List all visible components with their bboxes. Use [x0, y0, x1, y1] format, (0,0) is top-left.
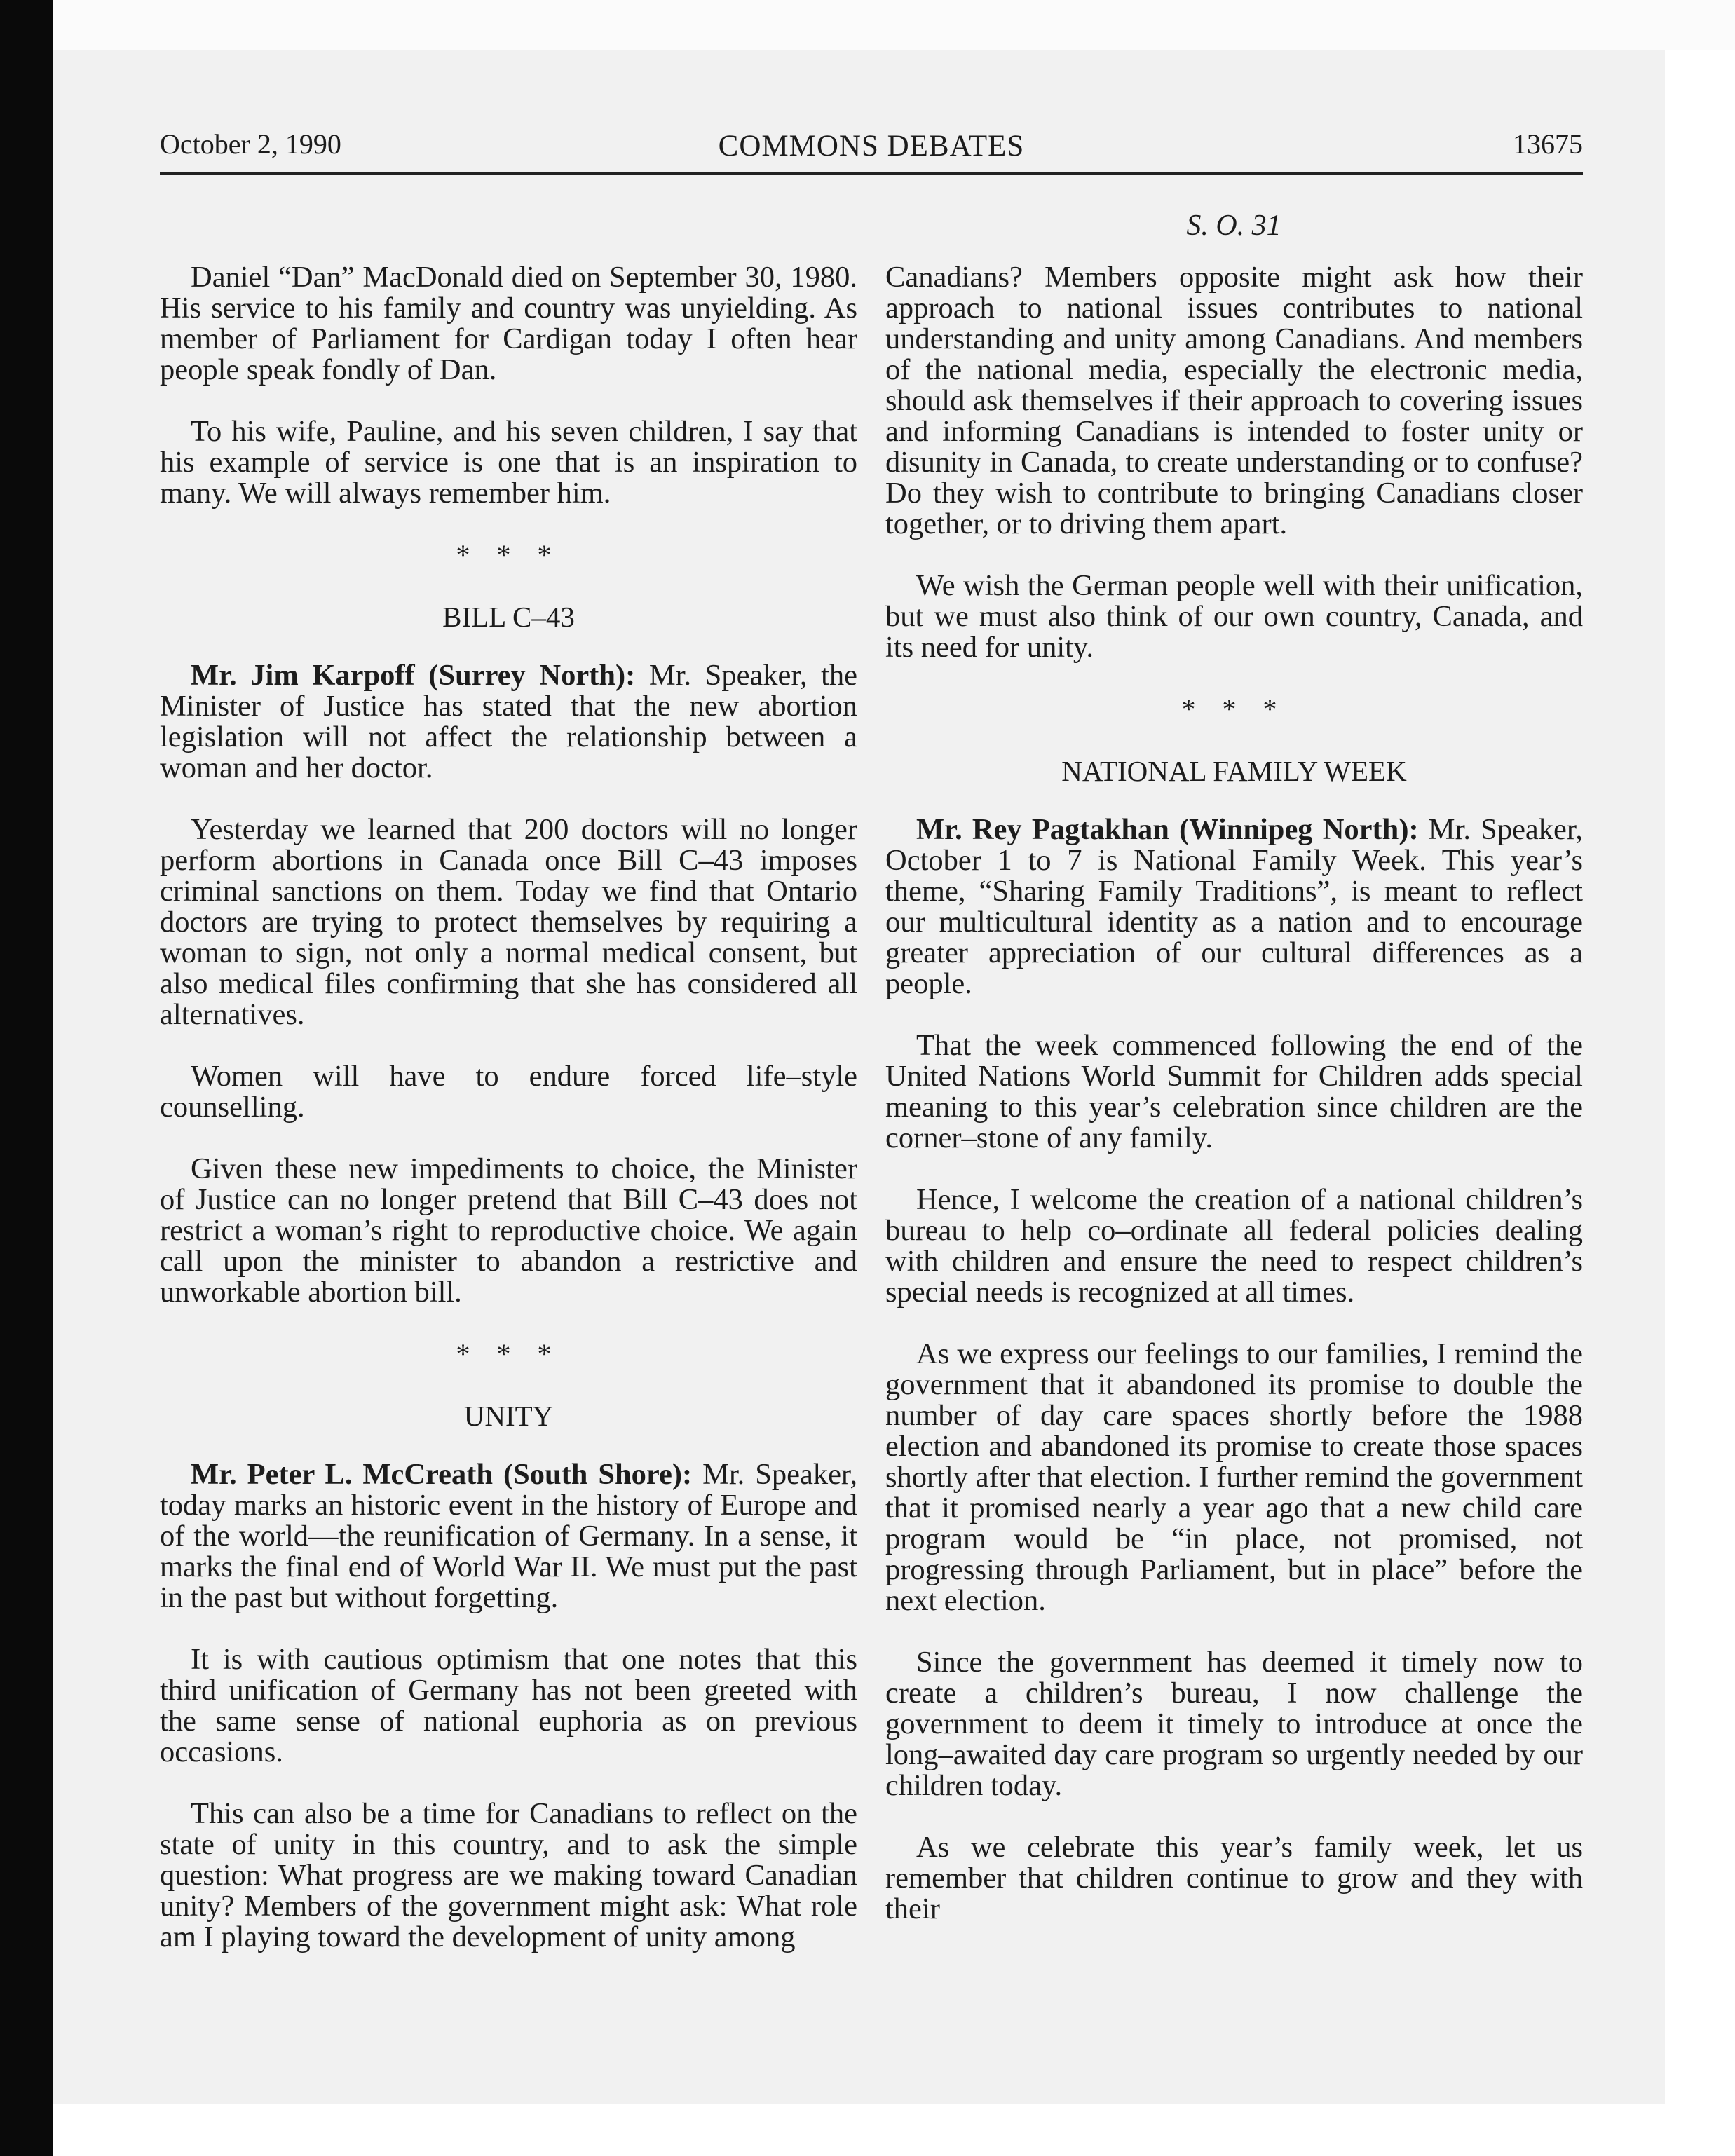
- speaker-name: Mr. Rey Pagtakhan (Winnipeg North):: [916, 813, 1419, 846]
- header-date: October 2, 1990: [160, 128, 341, 160]
- speech-paragraph: [160, 660, 857, 784]
- speech-text: Mr. Speaker, the Minister of Justice has stated that the new abortion legislation will not affect the relationship between a woman and her doctor.: [160, 659, 857, 784]
- paragraph: Since the government has deemed it timely now to create a children’s bureau, I now challenge the government to deem it timely to introduce at once the long–awaited day care program so urgently needed by our children today.: [885, 1646, 1583, 1802]
- paragraph: We wish the German people well with their unification, but we must also think of our own country, Canada, and its need for unity.: [885, 569, 1583, 664]
- speech-paragraph: [160, 1459, 857, 1613]
- left-column: [160, 262, 857, 1984]
- speech-text: Mr. Speaker, October 1 to 7 is National Family Week. This year’s theme, “Sharing Family Traditions”, is meant to reflect our multicultural identity as a nation and to encourage greater appreciation of our cultural differences as a people.: [885, 813, 1583, 1000]
- scan-top-margin: [53, 0, 1735, 50]
- paragraph: It is with cautious optimism that one notes that this third unification of Germany has not been greeted with the same sense of national euphoria as on previous occasions.: [160, 1643, 857, 1768]
- paragraph: Canadians? Members opposite might ask how their approach to national issues contributes to national understanding and unity among Canadians. And members of the national media, especially the electronic media, should ask themselves if their approach to covering issues and informing Canadians is intended to foster unity or disunity in Canada, to create understanding or to confuse? Do they wish to contribute to bringing Canadians closer together, or to driving them apart.: [885, 261, 1583, 540]
- paragraph: That the week commenced following the end of the United Nations World Summit for Children adds special meaning to this year’s celebration since children are the corner–stone of any family.: [885, 1029, 1583, 1154]
- section-label: S. O. 31: [1186, 210, 1281, 242]
- paragraph: Given these new impediments to choice, the Minister of Justice can no longer pretend that Bill C–43 does not restrict a woman’s right to reproductive choice. We again call upon the minister to abandon a restrictive and unworkable abortion bill.: [160, 1152, 857, 1309]
- running-header: [160, 125, 1583, 175]
- speaker-name: Mr. Peter L. McCreath (South Shore):: [191, 1458, 693, 1491]
- section-heading-bill: BILL C–43: [442, 601, 575, 633]
- header-title: COMMONS DEBATES: [718, 130, 1025, 163]
- scan-border: [0, 0, 53, 2156]
- paragraph: Hence, I welcome the creation of a national children’s bureau to help co–ordinate all federal policies dealing with children and ensure the need to respect children’s special needs is recognized at all times.: [885, 1183, 1583, 1309]
- section-separator: * * *: [456, 539, 562, 571]
- section-heading-unity: UNITY: [463, 1400, 554, 1432]
- paragraph: As we express our feelings to our families, I remind the government that it abandoned its promise to double the number of day care spaces shortly before the 1988 election and abandoned its promise to create those spaces shortly after that election. I further remind the government that it promised nearly a year ago that a new child care program would be “in place, not promised, not progressing through Parliament, but in place” before the next election.: [885, 1337, 1583, 1617]
- paragraph: As we celebrate this year’s family week, let us remember that children continue to grow and they with their: [885, 1831, 1583, 1925]
- section-separator: * * *: [456, 1338, 562, 1370]
- paragraph: To his wife, Pauline, and his seven children, I say that his example of service is one that is an inspiration to many. We will always remember him.: [160, 415, 857, 510]
- paragraph: This can also be a time for Canadians to reflect on the state of unity in this country, and to ask the simple question: What progress are we making toward Canadian unity? Members of the government might ask: What role am I playing toward the development of unity among: [160, 1797, 857, 1953]
- section-heading-family-week: NATIONAL FAMILY WEEK: [1061, 755, 1407, 787]
- speech-paragraph: [885, 814, 1583, 999]
- paragraph: Women will have to endure forced life–style counselling.: [160, 1060, 857, 1124]
- paragraph: Yesterday we learned that 200 doctors will no longer perform abortions in Canada once Bill C–43 imposes criminal sanctions on them. Today we find that Ontario doctors are trying to protect themselves by requiring a woman to sign, not only a normal medical consent, but also medical files confirming that she has considered all alternatives.: [160, 813, 857, 1031]
- speech-text: Mr. Speaker, today marks an historic event in the history of Europe and of the world—the reunification of Germany. In a sense, it marks the final end of World War II. We must put the past in the past but without forgetting.: [160, 1458, 858, 1614]
- header-page-number: 13675: [1513, 128, 1583, 160]
- speaker-name: Mr. Jim Karpoff (Surrey North):: [191, 659, 636, 692]
- right-column: [885, 262, 1583, 1956]
- section-separator: * * *: [1181, 693, 1287, 725]
- paragraph: Daniel “Dan” MacDonald died on September 30, 1980. His service to his family and country was unyielding. As member of Parliament for Cardigan today I often hear people speak fondly of Dan.: [160, 261, 857, 386]
